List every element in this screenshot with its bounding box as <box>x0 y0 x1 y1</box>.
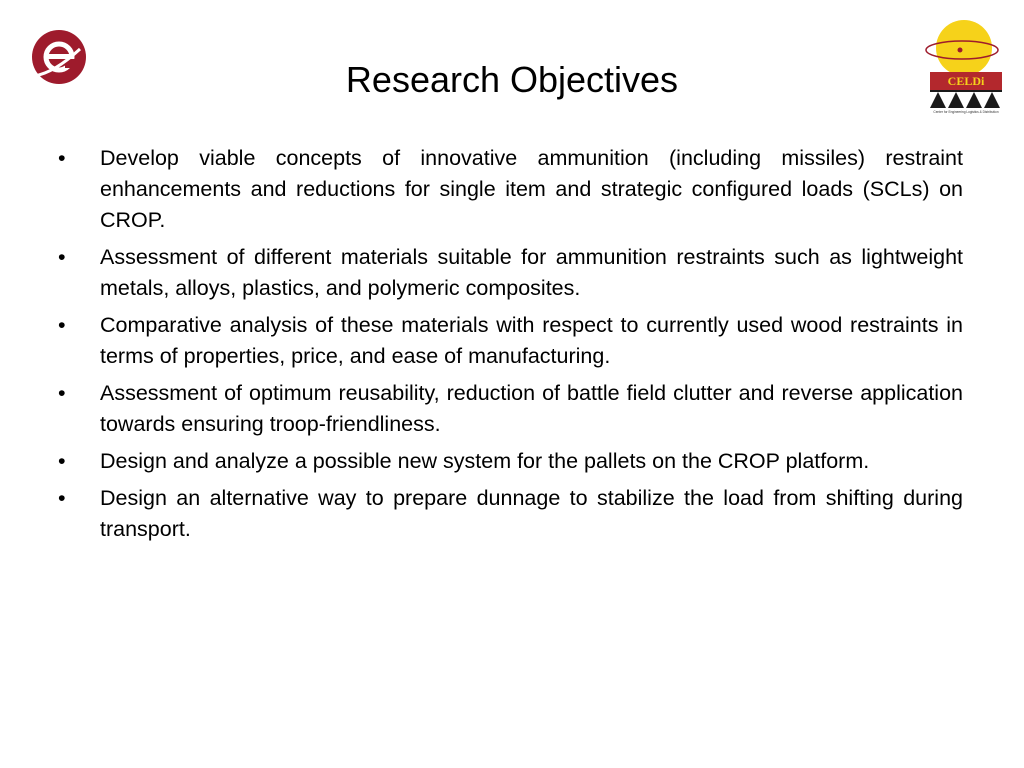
bullet-text: Assessment of different materials suitable for ammunition restraints such as lightweight metals, alloys, plastics, and polymeric composites. <box>100 245 963 300</box>
bullet-item <box>58 310 963 372</box>
bullet-item <box>58 143 963 236</box>
bullet-marker: • <box>58 313 66 337</box>
bullet-list <box>58 143 963 551</box>
bullet-text: Develop viable concepts of innovative ammunition (including missiles) restraint enhancements and reductions for single item and strategic configured loads (SCLs) on CROP. <box>100 146 963 232</box>
slide-title: Research Objectives <box>345 59 679 100</box>
bullet-text: Design an alternative way to prepare dunnage to stabilize the load from shifting during transport. <box>100 486 963 541</box>
bullet-item <box>58 446 963 477</box>
bullet-marker: • <box>58 381 66 405</box>
bullet-item <box>58 483 963 545</box>
celdi-wordmark: CELDi <box>947 74 985 88</box>
bullet-item <box>58 378 963 440</box>
bullet-text: Comparative analysis of these materials with respect to currently used wood restraints in terms of properties, price, and ease of manufacturing. <box>100 313 963 368</box>
bullet-item <box>58 242 963 304</box>
bullet-text: Design and analyze a possible new system for the pallets on the CROP platform. <box>100 449 870 473</box>
bullet-marker: • <box>58 245 66 269</box>
bullet-text: Assessment of optimum reusability, reduction of battle field clutter and reverse application towards ensuring troop-friendliness. <box>100 381 963 436</box>
bullet-marker: • <box>58 449 66 473</box>
celdi-tagline: Center for Engineering Logistics & Distribution <box>933 110 999 114</box>
bullet-marker: • <box>58 486 66 510</box>
bullet-marker: • <box>58 146 66 170</box>
